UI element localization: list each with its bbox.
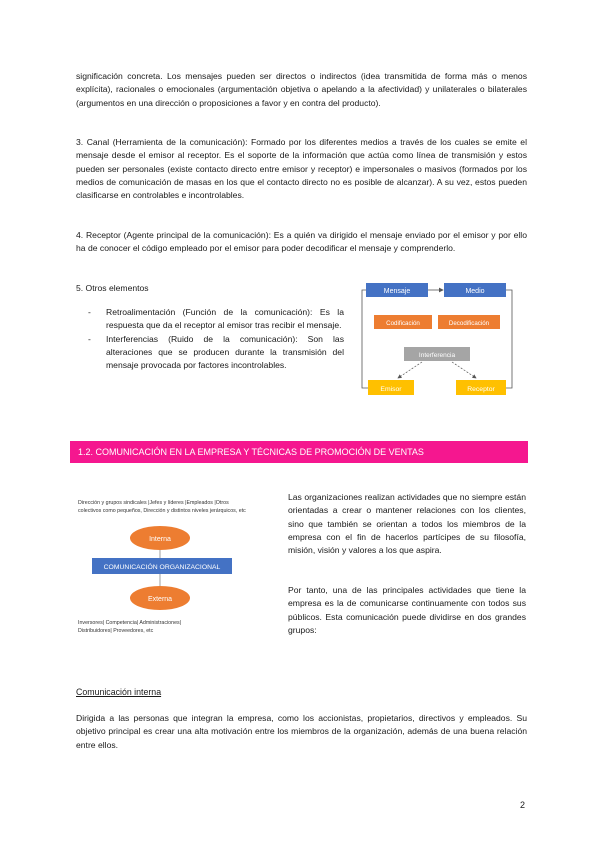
other-elements-list (76, 306, 344, 373)
codificacion-label: Codificación (386, 320, 420, 327)
paragraph-internal-communication: Dirigida a las personas que integran la empresa, como los accionistas, propietarios, directivos y empleados. Su objetivo principal es crear una alta motivación entre los miembros de la organización, además de una buena relación entre ellos. (76, 713, 527, 750)
mensaje-label: Mensaje (383, 288, 411, 295)
right-flow-line (506, 290, 512, 388)
paragraph-message-types: significación concreta. Los mensajes pueden ser directos o indirectos (idea transmitida de forma más o menos explícita), racionales o emocionales (argumentación objetiva o apelando a la afectividad) y unilaterales o bilaterales (argumentos en una dirección o proposiciones a favor y en contra del producto). (76, 71, 527, 108)
paragraph-organizations: Las organizaciones realizan actividades que no siempre están orientadas a crear o mantener relaciones con los clientes, sino que también se orientan a todos los miembros de la empresa con el fin de hacerlos partícipes de su filosofía, misión, visión y valores a los que aspira. (288, 492, 526, 556)
interferencia-emisor-arrow (398, 362, 422, 378)
subheading-internal-communication: Comunicación interna (76, 687, 162, 697)
decodificacion-label: Decodificación (448, 320, 490, 327)
left-flow-line (362, 290, 368, 388)
page-number: 2 (520, 800, 526, 810)
interferencia-receptor-arrow (452, 362, 476, 378)
internal-publics-text-1: Dirección y grupos sindicales |Jefes y líderes |Empleados |Otros (78, 500, 229, 506)
paragraph-communication-groups: Por tanto, una de las principales actividades que tiene la empresa es la de comunicarse continuamente con todos sus públicos. Esta comunicación puede dividirse en dos grandes grupos: (288, 585, 526, 635)
interferencia-label: Interferencia (418, 352, 456, 359)
emisor-label: Emisor (380, 386, 402, 393)
interna-label: Interna (149, 536, 171, 543)
external-publics-text-2: Distribuidores| Proveedores, etc (78, 628, 154, 634)
paragraph-channel: 3. Canal (Herramienta de la comunicación): Formado por los diferentes medios a través de los cuales se emite el mensaje desde el emisor al receptor. Es el soporte de la información que actúa como línea de transmisión y estos pueden ser personales (existe contacto directo entre emisor y receptor) e impersonales o masivos (formados por los medios de comunicación de masas en los que el contacto directo no es posible de alcanzar). A su vez, estos pueden clasificarse en controlables e incontrolables. (76, 137, 527, 201)
paragraph-other-elements: 5. Otros elementos (76, 283, 149, 293)
communication-process-diagram (358, 276, 518, 402)
paragraph-receiver: 4. Receptor (Agente principal de la comunicación): Es a quién va dirigido el mensaje enviado por el emisor y por ello ha de conocer el código empleado por el emisor para poder decodificar el mensaje y comprenderlo. (76, 230, 527, 254)
internal-publics-text-2: colectivos como pequeños, Dirección y distintos niveles jerárquicos, etc (78, 508, 246, 514)
medio-label: Medio (465, 288, 485, 295)
list-item: - Retroalimentación (Función de la comunicación): Es la respuesta que da el receptor al emisor tras recibir el mensaje. (76, 306, 344, 332)
organizational-communication-diagram (74, 495, 284, 640)
external-publics-text-1: Inversores| Competencia| Administraciones| (78, 620, 182, 626)
externa-label: Externa (147, 596, 173, 603)
receptor-label: Receptor (467, 386, 495, 393)
list-item: - Interferencias (Ruido de la comunicación): Son las alteraciones que se producen durante la transmisión del mensaje provocada por factores incontrolables. (76, 333, 344, 372)
org-comm-label: COMUNICACIÓN ORGANIZACIONAL (103, 564, 221, 571)
section-heading-bar: 1.2. COMUNICACIÓN EN LA EMPRESA Y TÉCNICAS DE PROMOCIÓN DE VENTAS (70, 441, 528, 463)
